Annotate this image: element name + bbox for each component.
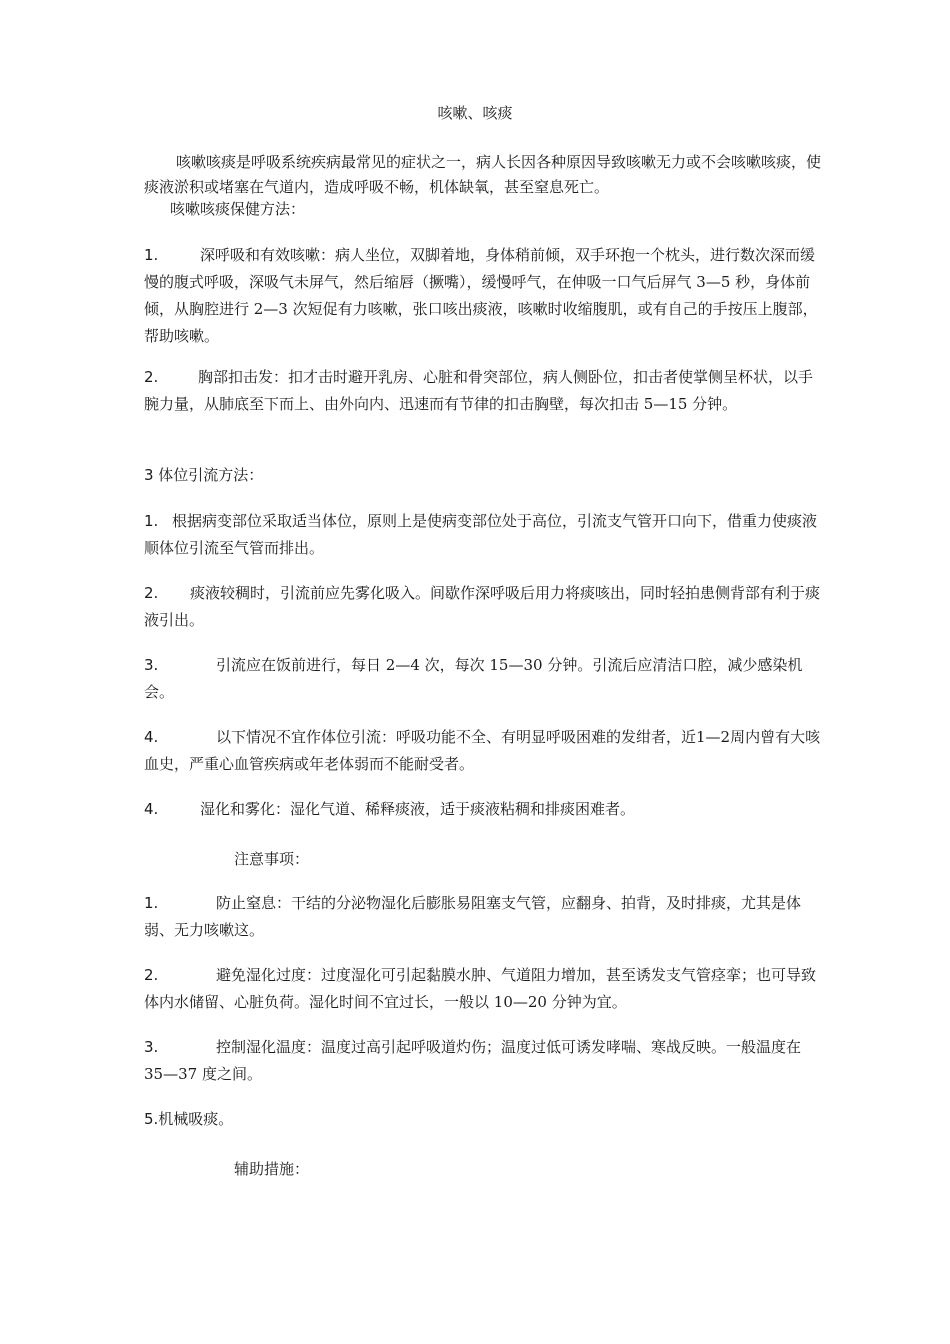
notes-item-3 [144,1034,824,1088]
item-number: 4. [144,800,159,818]
item-number: 2. [144,368,159,386]
notes-item-1 [144,890,824,944]
drainage-item-4 [144,724,824,778]
item-text: 以下情况不宜作体位引流：呼吸功能不全、有明显呼吸困难的发绀者，近1—2周内曾有大咳血史，严重心血管疾病或年老体弱而不能耐受者。 [144,728,821,773]
drainage-item-5 [144,796,824,823]
drainage-heading: 3 体位引流方法： [144,466,264,484]
item-text: 痰液较稠时，引流前应先雾化吸入。间歇作深呼吸后用力将痰咳出，同时轻拍患侧背部有利于痰液引出。 [144,584,821,629]
item-text: 根据病变部位采取适当体位，原则上是使病变部位处于高位，引流支气管开口向下，借重力使痰液顺体位引流至气管而排出。 [144,512,818,557]
care-item-2 [144,364,824,418]
document-title: 咳嗽、咳痰 [437,104,513,122]
item-text: 防止窒息：干结的分泌物湿化后膨胀易阻塞支气管，应翻身、拍背，及时排痰，尤其是体弱、无力咳嗽这。 [144,894,802,939]
drainage-item-3 [144,652,824,706]
item-text: 避免湿化过度：过度湿化可引起黏膜水肿、气道阻力增加，甚至诱发支气管痉挛；也可导致体内水储留、心脏负荷。湿化时间不宜过长，一般以 10—20 分钟为宜。 [144,966,817,1011]
item-number: 1. [144,894,159,912]
drainage-item-2 [144,580,824,634]
item-number: 3. [144,656,159,674]
item-number: 3. [144,1038,159,1056]
intro-paragraph: 咳嗽咳痰是呼吸系统疾病最常见的症状之一，病人长因各种原因导致咳嗽无力或不会咳嗽咳痰，使痰液淤积或堵塞在气道内，造成呼吸不畅，机体缺氧，甚至窒息死亡。 [144,153,822,196]
item-number: 4. [144,728,159,746]
item-number: 2. [144,584,159,602]
item-text: 湿化和雾化：湿化气道、稀释痰液，适于痰液粘稠和排痰困难者。 [200,800,636,818]
suction-item: 5.机械吸痰。 [144,1110,234,1128]
notes-heading: 注意事项： [234,850,310,868]
item-text: 引流应在饭前进行，每日 2—4 次，每次 15—30 分钟。引流后应清洁口腔，减少感染机会。 [144,656,803,701]
aux-heading: 辅助措施： [234,1160,310,1178]
item-number: 2. [144,966,159,984]
item-text: 控制湿化温度：温度过高引起呼吸道灼伤；温度过低可诱发哮喘、寒战反映。一般温度在 35—37 度之间。 [144,1038,802,1083]
drainage-item-1 [144,508,824,562]
care-heading: 咳嗽咳痰保健方法： [170,200,306,218]
care-item-1 [144,242,824,350]
notes-item-2 [144,962,824,1016]
item-number: 1. [144,512,159,530]
item-number: 1. [144,246,159,264]
item-text: 胸部扣击发：扣才击时避开乳房、心脏和骨突部位，病人侧卧位，扣击者使掌侧呈杯状，以手腕力量，从肺底至下而上、由外向内、迅速而有节律的扣击胸壁，每次扣击 5—15 分钟。 [144,368,814,413]
item-text: 深呼吸和有效咳嗽：病人坐位，双脚着地，身体稍前倾，双手环抱一个枕头，进行数次深而缓慢的腹式呼吸，深吸气未屏气，然后缩唇（撅嘴），缓慢呼气，在伸吸一口气后屏气 3—5 秒，身体前倾，从胸腔进行 2—3 次短促有力咳嗽，张口咳出痰液，咳嗽时收缩腹肌，或有自己的手按压上腹部，帮助咳嗽。 [144,246,818,345]
